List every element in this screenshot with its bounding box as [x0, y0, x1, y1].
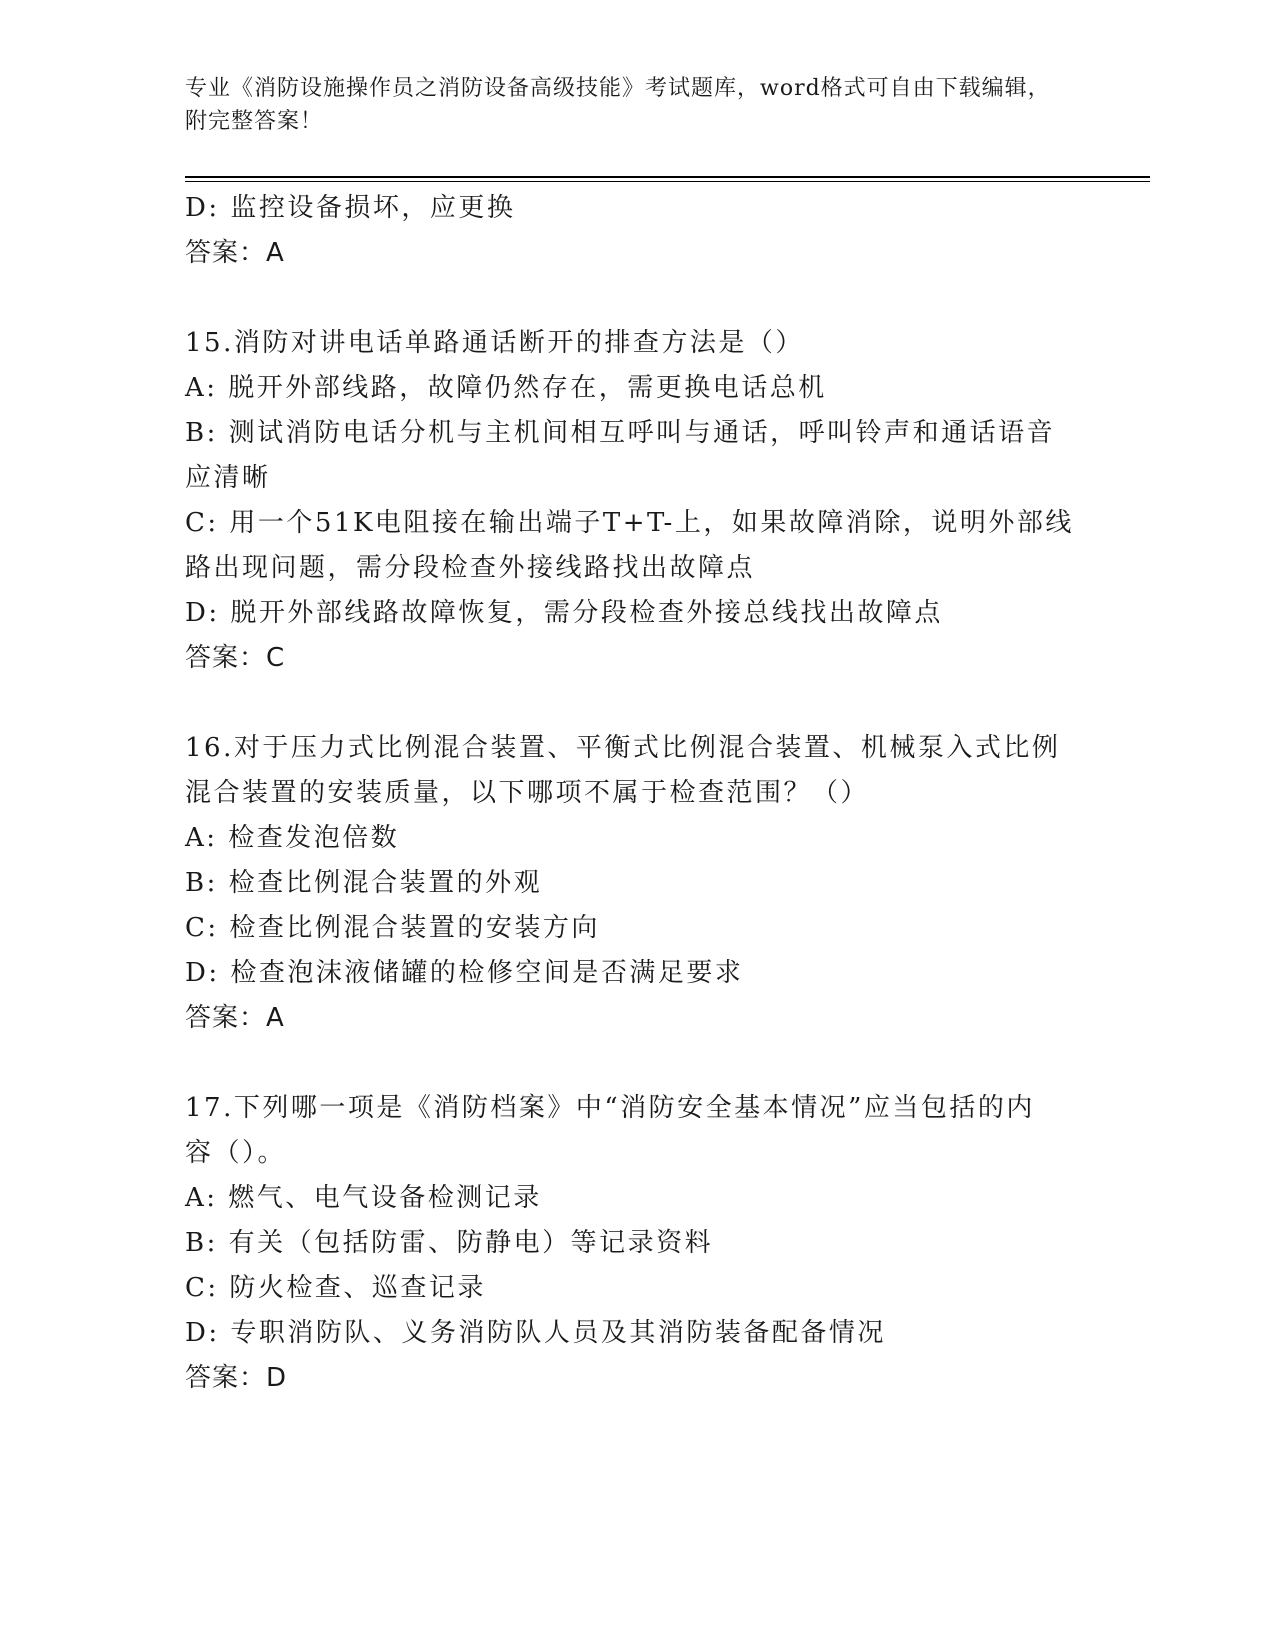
answer-label: 答案：A — [185, 1003, 285, 1033]
answer-label: 答案：C — [185, 643, 286, 673]
answer-label: 答案：D — [185, 1363, 288, 1393]
spacer — [185, 1041, 1085, 1086]
option-c: C: 用一个51K电阻接在输出端子T+T-上，如果故障消除，说明外部线 — [185, 508, 1074, 538]
question-stem: 15.消防对讲电话单路通话断开的排查方法是（） — [185, 328, 804, 358]
question-stem-continued: 混合装置的安装质量，以下哪项不属于检查范围？（） — [185, 778, 870, 808]
option-d: D: 脱开外部线路故障恢复，需分段检查外接总线找出故障点 — [185, 598, 943, 628]
header-divider-thin — [185, 181, 1150, 182]
option-d: D: 专职消防队、义务消防队人员及其消防装备配备情况 — [185, 1318, 886, 1348]
answer-label: 答案：A — [185, 238, 285, 268]
option-b: B: 测试消防电话分机与主机间相互呼叫与通话，呼叫铃声和通话语音 — [185, 418, 1056, 448]
option-c: C: 防火检查、巡查记录 — [185, 1273, 486, 1303]
spacer — [185, 276, 1085, 321]
question-17 — [185, 1086, 1085, 1401]
option-b: B: 有关（包括防雷、防静电）等记录资料 — [185, 1228, 714, 1258]
option-a: A: 脱开外部线路，故障仍然存在，需更换电话总机 — [185, 373, 827, 403]
document-header: 专业《消防设施操作员之消防设备高级技能》考试题库，word格式可自由下载编辑，附完整答案！ — [185, 76, 1051, 134]
question-15 — [185, 321, 1085, 681]
question-stem: 16.对于压力式比例混合装置、平衡式比例混合装置、机械泵入式比例 — [185, 733, 1061, 763]
option-d: D: 检查泡沫液储罐的检修空间是否满足要求 — [185, 958, 744, 988]
header-divider-thick — [185, 176, 1150, 178]
option-a: A: 燃气、电气设备检测记录 — [185, 1183, 542, 1213]
question-16 — [185, 726, 1085, 1041]
option-c-continued: 路出现问题，需分段检查外接线路找出故障点 — [185, 553, 756, 583]
option-b-continued: 应清晰 — [185, 463, 271, 493]
question-list — [185, 186, 1085, 1401]
option-c: C: 检查比例混合装置的安装方向 — [185, 913, 600, 943]
option-b: B: 检查比例混合装置的外观 — [185, 868, 543, 898]
question-stem: 17.下列哪一项是《消防档案》中“消防安全基本情况”应当包括的内 — [185, 1093, 1035, 1123]
option-d: D: 监控设备损坏，应更换 — [185, 193, 516, 223]
option-a: A: 检查发泡倍数 — [185, 823, 400, 853]
spacer — [185, 681, 1085, 726]
question-stem-continued: 容（）。 — [185, 1138, 287, 1168]
